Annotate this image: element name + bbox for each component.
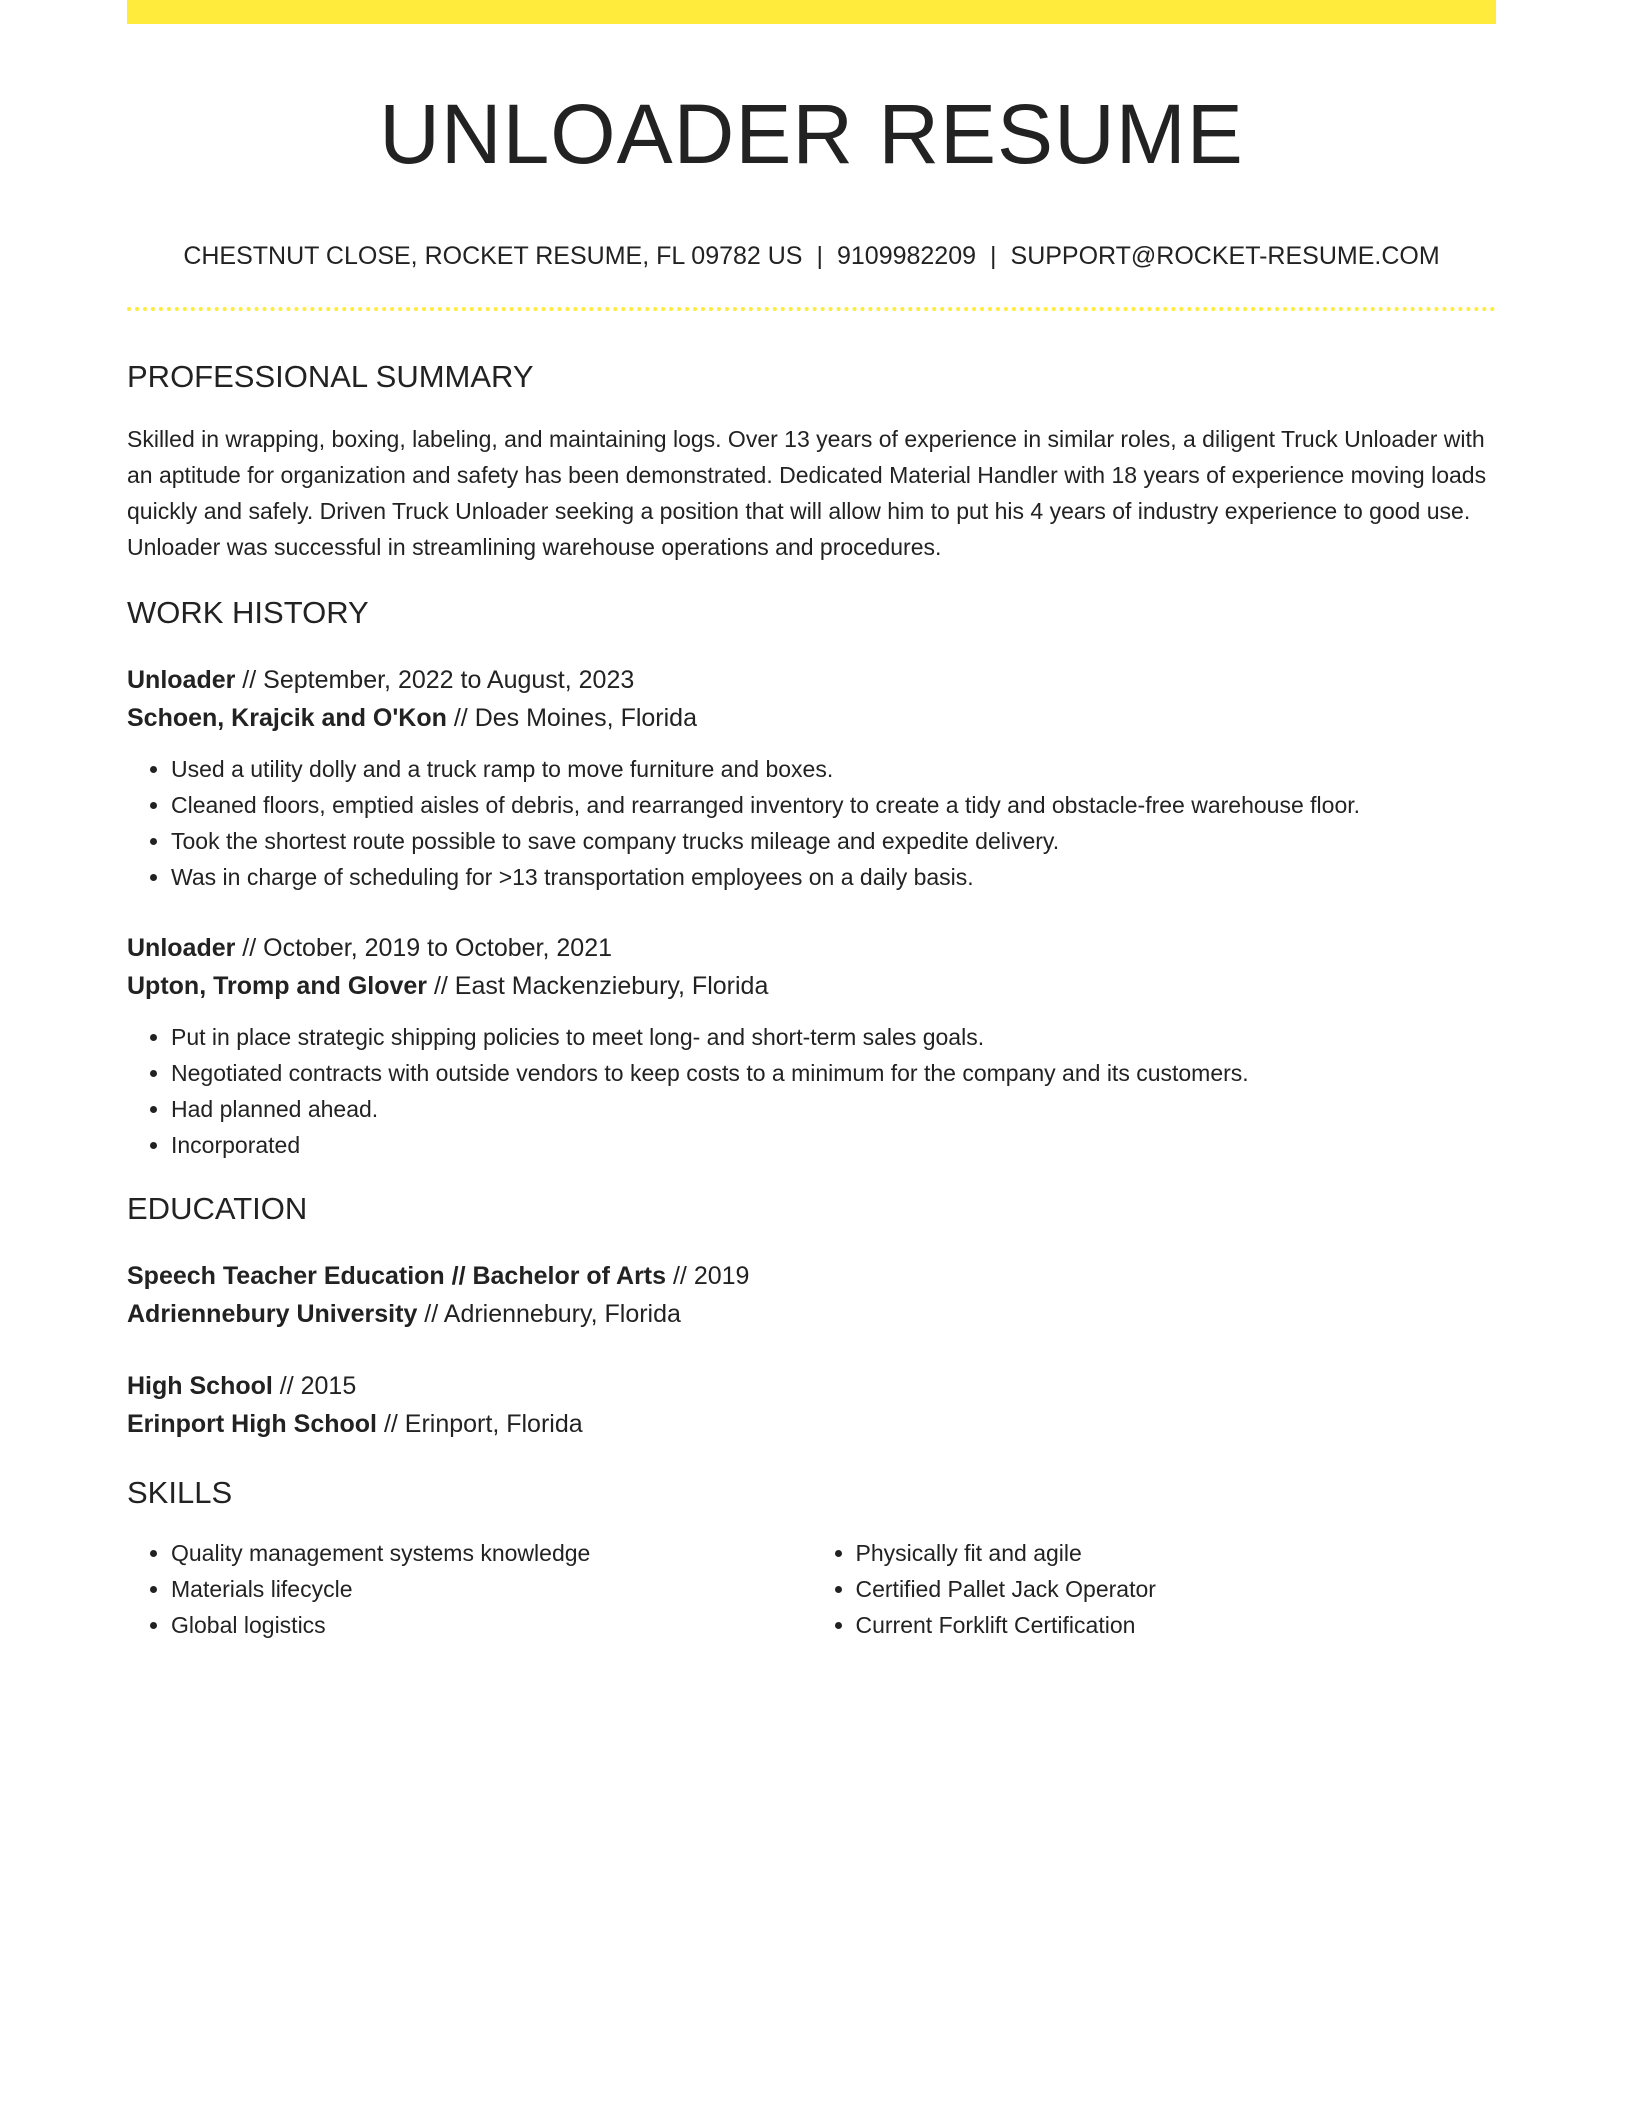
job-role-line (127, 661, 1496, 699)
job-company-line (127, 699, 1496, 737)
job-company: Schoen, Krajcik and O'Kon (127, 704, 447, 732)
job-role: Unloader (127, 934, 236, 962)
work-history-heading: WORK HISTORY (127, 595, 369, 630)
job-duty: • Was in charge of scheduling for >13 transportation employees on a daily basis. (171, 859, 1496, 895)
job-duty: • Negotiated contracts with outside vendors to keep costs to a minimum for the company and its customers. (171, 1055, 1496, 1091)
education-school-line (127, 1405, 1496, 1443)
job-duty: • Used a utility dolly and a truck ramp to move furniture and boxes. (171, 751, 1496, 787)
education-school-line (127, 1295, 1496, 1333)
education-location: // Erinport, Florida (377, 1410, 583, 1438)
skill-item: • Global logistics (171, 1607, 812, 1643)
education-location: // Adriennebury, Florida (417, 1300, 681, 1328)
skill-item: • Current Forklift Certification (856, 1607, 1497, 1643)
job-duties-list (127, 751, 1496, 895)
accent-top-bar (127, 0, 1496, 24)
job-duty: • Cleaned floors, emptied aisles of debris, and rearranged inventory to create a tidy and obstacle-free warehouse floor. (171, 787, 1496, 823)
job-duties-list (127, 1019, 1496, 1163)
job-location: // Des Moines, Florida (446, 704, 697, 732)
resume-title: UNLOADER RESUME (379, 87, 1244, 181)
job-dates: // October, 2019 to October, 2021 (235, 934, 612, 962)
skills-list-left (127, 1535, 812, 1643)
summary-text: Skilled in wrapping, boxing, labeling, and maintaining logs. Over 13 years of experience in similar roles, a diligent Truck Unloader with an aptitude for organization and safety has been demonstrated. Dedicated Material Handler with 18 years of experience moving loads quickly and safely. Driven Truck Unloader seeking a position that will allow him to put his 4 years of industry experience to good use. Unloader was successful in streamlining warehouse operations and procedures. (127, 426, 1487, 560)
education-year: // 2019 (666, 1262, 750, 1290)
job-dates: // September, 2022 to August, 2023 (235, 666, 635, 694)
contact-email: SUPPORT@ROCKET-RESUME.COM (1010, 242, 1440, 270)
job-duty: • Had planned ahead. (171, 1091, 1496, 1127)
skills-list-right (812, 1535, 1497, 1643)
education-degree: High School (127, 1372, 273, 1400)
resume-page (127, 0, 1496, 1643)
skills-grid (127, 1535, 1496, 1643)
job-duty: • Took the shortest route possible to save company trucks mileage and expedite delivery. (171, 823, 1496, 859)
education-degree-line (127, 1257, 1496, 1295)
job-entry (127, 661, 1496, 895)
job-role: Unloader (127, 666, 236, 694)
job-company: Upton, Tromp and Glover (127, 972, 428, 1000)
summary-heading: PROFESSIONAL SUMMARY (127, 359, 534, 394)
skill-item: • Physically fit and agile (856, 1535, 1497, 1571)
skill-item: • Certified Pallet Jack Operator (856, 1571, 1497, 1607)
education-entry (127, 1257, 1496, 1333)
contact-address: CHESTNUT CLOSE, ROCKET RESUME, FL 09782 US (183, 242, 803, 270)
contact-separator: | (990, 242, 997, 270)
education-school: Erinport High School (127, 1410, 377, 1438)
skill-item: • Materials lifecycle (171, 1571, 812, 1607)
skills-heading: SKILLS (127, 1475, 233, 1510)
job-location: // East Mackenziebury, Florida (427, 972, 769, 1000)
education-entry (127, 1367, 1496, 1443)
job-entry (127, 929, 1496, 1163)
education-school: Adriennebury University (127, 1300, 418, 1328)
contact-phone: 9109982209 (836, 242, 977, 270)
education-degree: Speech Teacher Education // Bachelor of Arts (127, 1262, 667, 1290)
contact-line (127, 240, 1496, 272)
job-role-line (127, 929, 1496, 967)
education-year: // 2015 (272, 1372, 357, 1400)
job-duty: • Put in place strategic shipping policies to meet long- and short-term sales goals. (171, 1019, 1496, 1055)
education-heading: EDUCATION (127, 1191, 308, 1226)
skill-item: • Quality management systems knowledge (171, 1535, 812, 1571)
education-degree-line (127, 1367, 1496, 1405)
dotted-divider (127, 307, 1496, 311)
job-duty: • Incorporated (171, 1127, 1496, 1163)
job-company-line (127, 967, 1496, 1005)
contact-separator: | (816, 242, 823, 270)
